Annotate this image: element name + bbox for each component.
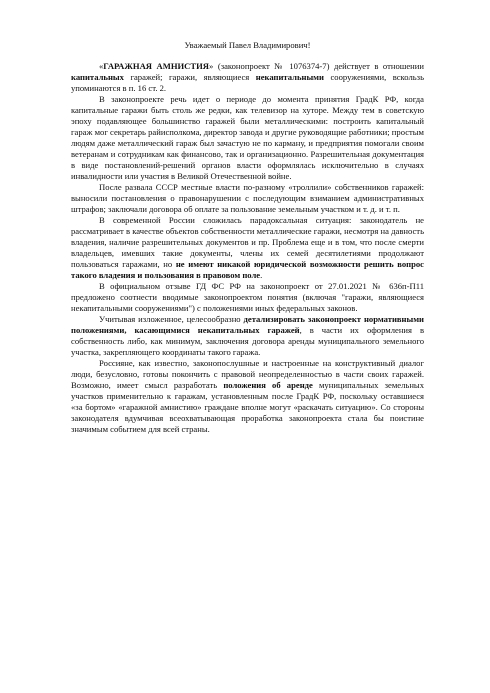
paragraph <box>71 281 424 314</box>
text-run: , в части их оформления в собственность либо, как минимум, заключения договора аренды муниципального земельного участка, закрепляющего координаты такого гаража. <box>71 325 424 357</box>
text-run: сооружениями, вскользь упоминаются в п. 16 ст. 2. <box>71 72 424 93</box>
text-run: . <box>260 270 263 280</box>
paragraph <box>71 94 424 182</box>
text-run: муниципальных земельных участков применительно к гаражам, установленным после ГрадК РФ, поскольку оставшиеся «за бортом» «гаражной амнистию» граждане вполне могут «раскачать ситуацию». Со стороны законодателя вдумчивая всеохватывающая проработка законопроекта стала бы поистине значимым событием для всей страны. <box>71 380 424 434</box>
text-run: После развала СССР местные власти по-разному «троллили» собственников гаражей: выносили постановления о правонарушении с последующим взиманием административных штрафов; заключали договора об оплате за пользование земельным участком и т. д. и т. п. <box>71 182 424 214</box>
text-run: Учитывая изложенное, целесообразно <box>99 314 244 324</box>
text-run: Россияне, как известно, законопослушные и настроенные на конструктивный диалог люди, безусловно, готовы покончить с правовой неопределенностью в части своих гаражей. Возможно, имеет смысл разработать <box>71 358 424 390</box>
bold-text-run: некапитальными <box>255 72 324 82</box>
paragraph <box>71 61 424 94</box>
bold-text-run: не имеют никакой юридической возможности решить вопрос такого владения и пользования в правовом поле <box>71 259 424 280</box>
paragraph <box>71 358 424 435</box>
bold-text-run: положения об аренде <box>223 380 313 390</box>
text-run: В современной России сложилась парадоксальная ситуация: законодатель не рассматривает в качестве объектов собственности металлические гаражи, несмотря на давность владения, наличие разрешительных документов и пр. Проблема еще и в том, что после смерти владельцев, имевших такие документы, члены их семей десятилетиями продолжают пользоваться гаражами, но <box>71 215 424 269</box>
text-run: гаражей; гаражи, являющиеся <box>123 72 256 82</box>
text-run: В официальном отзыве ГД ФС РФ на законопроект от 27.01.2021 № 636п-П11 предложено соотнести вводимые законопроектом понятия (включая "гаражи, являющиеся некапитальными сооружениями") с положениями иных федеральных законов. <box>71 281 424 313</box>
salutation: Уважаемый Павел Владимирович! <box>184 40 311 50</box>
text-run: » (законопроект № 1076374-7) действует в отношении <box>209 61 424 71</box>
paragraph <box>71 215 424 281</box>
letter-body <box>71 61 424 435</box>
bold-text-run: капитальных <box>71 72 124 82</box>
text-run: В законопроекте речь идет о периоде до момента принятия ГрадК РФ, когда капитальные гаражи быть столь же редки, как телевизор на хуторе. Между тем в советскую эпоху подавляющее большинство гаражей были металлическими: построить капитальный гараж мог секретарь райисполкома, директор завода и другие руководящие работники; простым людям даже металлический гараж был зачастую не по карману, и предприятия помогали своим ветеранам и сотрудникам как финансово, так и организационно. Разрешительная документация в виде постановлений-решений органов власти оформлялась исключительно в случаях инвалидности или участия в Великой Отечественной войне. <box>71 94 424 181</box>
text-run: « <box>99 61 104 71</box>
bold-text-run: ГАРАЖНАЯ АМНИСТИЯ <box>103 61 210 71</box>
paragraph <box>71 314 424 358</box>
bold-text-run: детализировать законопроект нормативными положениями, касающимися некапитальных гаражей <box>71 314 425 335</box>
paragraph <box>71 182 424 215</box>
